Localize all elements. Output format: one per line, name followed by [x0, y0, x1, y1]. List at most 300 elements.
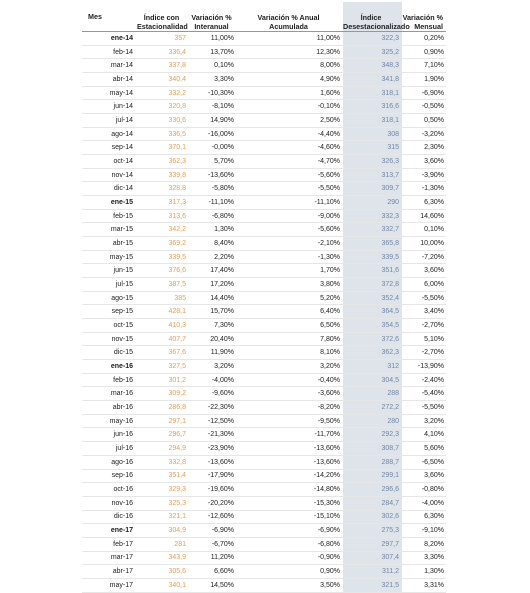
cell-mes[interactable]: jun-16 — [82, 428, 137, 442]
table-row — [82, 346, 446, 360]
cell-variacion-anual-acumulada[interactable]: -6,80% — [237, 537, 343, 551]
cell-mes[interactable]: feb-16 — [82, 373, 137, 387]
cell-variacion-mensual[interactable]: -7,20% — [402, 250, 446, 264]
cell-indice-estacionalidad[interactable]: 329,3 — [137, 483, 189, 497]
cell-mes[interactable]: oct-14 — [82, 155, 137, 169]
table-row — [82, 319, 446, 333]
cell-mes[interactable]: oct-16 — [82, 483, 137, 497]
cell-variacion-mensual[interactable]: -5,50% — [402, 401, 446, 415]
cell-variacion-interanual[interactable]: 17,40% — [189, 264, 237, 278]
cell-variacion-interanual[interactable]: -12,60% — [189, 510, 237, 524]
cell-variacion-interanual[interactable]: 13,70% — [189, 45, 237, 59]
cell-mes[interactable]: mar-15 — [82, 223, 137, 237]
table-row — [82, 414, 446, 428]
cell-mes[interactable]: jul-16 — [82, 442, 137, 456]
cell-indice-desestacionalizado[interactable]: 292,3 — [343, 428, 402, 442]
cell-mes[interactable]: ene-17 — [82, 524, 137, 538]
cell-variacion-mensual[interactable]: -1,30% — [402, 182, 446, 196]
cell-variacion-mensual[interactable]: 5,10% — [402, 332, 446, 346]
cell-indice-desestacionalizado[interactable]: 322,3 — [343, 32, 402, 46]
cell-indice-desestacionalizado[interactable]: 316,6 — [343, 100, 402, 114]
cell-indice-estacionalidad[interactable]: 376,6 — [137, 264, 189, 278]
cell-variacion-interanual[interactable]: -11,10% — [189, 196, 237, 210]
cell-variacion-interanual[interactable]: 11,90% — [189, 346, 237, 360]
cell-variacion-anual-acumulada[interactable]: -11,10% — [237, 196, 343, 210]
cell-variacion-mensual[interactable]: 4,10% — [402, 428, 446, 442]
cell-variacion-mensual[interactable]: 10,00% — [402, 237, 446, 251]
cell-indice-desestacionalizado[interactable]: 302,6 — [343, 510, 402, 524]
cell-indice-desestacionalizado[interactable]: 308,7 — [343, 442, 402, 456]
table-row — [82, 428, 446, 442]
cell-indice-estacionalidad[interactable]: 343,9 — [137, 551, 189, 565]
cell-mes[interactable]: oct-15 — [82, 319, 137, 333]
cell-indice-desestacionalizado[interactable]: 318,1 — [343, 86, 402, 100]
cell-variacion-anual-acumulada[interactable]: -4,40% — [237, 127, 343, 141]
cell-variacion-mensual[interactable]: 7,10% — [402, 59, 446, 73]
cell-indice-estacionalidad[interactable]: 297,1 — [137, 414, 189, 428]
table-row — [82, 73, 446, 87]
table-row — [82, 578, 446, 592]
cell-indice-desestacionalizado[interactable]: 362,3 — [343, 346, 402, 360]
cell-variacion-interanual[interactable]: -16,00% — [189, 127, 237, 141]
cell-indice-estacionalidad[interactable]: 337,8 — [137, 59, 189, 73]
cell-indice-estacionalidad[interactable]: 305,6 — [137, 565, 189, 579]
cell-indice-desestacionalizado[interactable]: 272,2 — [343, 401, 402, 415]
cell-variacion-interanual[interactable]: 3,30% — [189, 73, 237, 87]
cell-variacion-anual-acumulada[interactable]: 3,50% — [237, 578, 343, 592]
cell-variacion-interanual[interactable]: 14,90% — [189, 114, 237, 128]
cell-mes[interactable]: nov-16 — [82, 496, 137, 510]
cell-variacion-anual-acumulada[interactable]: -15,10% — [237, 510, 343, 524]
cell-variacion-anual-acumulada[interactable]: -15,30% — [237, 496, 343, 510]
cell-variacion-interanual[interactable]: -17,90% — [189, 469, 237, 483]
cell-mes[interactable]: dic-15 — [82, 346, 137, 360]
cell-variacion-interanual[interactable]: -10,30% — [189, 86, 237, 100]
cell-variacion-mensual[interactable]: 0,10% — [402, 223, 446, 237]
cell-variacion-interanual[interactable]: -21,30% — [189, 428, 237, 442]
cell-variacion-anual-acumulada[interactable]: 5,20% — [237, 291, 343, 305]
cell-variacion-mensual[interactable]: 3,20% — [402, 414, 446, 428]
cell-variacion-anual-acumulada[interactable]: 1,60% — [237, 86, 343, 100]
cell-mes[interactable]: mar-16 — [82, 387, 137, 401]
table-row — [82, 155, 446, 169]
table-row — [82, 264, 446, 278]
table-row — [82, 45, 446, 59]
table-row — [82, 168, 446, 182]
cell-variacion-mensual[interactable]: -2,70% — [402, 346, 446, 360]
cell-variacion-anual-acumulada[interactable]: -4,70% — [237, 155, 343, 169]
cell-variacion-anual-acumulada[interactable]: -14,20% — [237, 469, 343, 483]
cell-variacion-mensual[interactable]: -5,50% — [402, 291, 446, 305]
cell-indice-estacionalidad[interactable]: 351,4 — [137, 469, 189, 483]
table-row — [82, 373, 446, 387]
cell-indice-desestacionalizado[interactable]: 307,4 — [343, 551, 402, 565]
table-row — [82, 182, 446, 196]
cell-variacion-anual-acumulada[interactable]: -8,20% — [237, 401, 343, 415]
cell-variacion-anual-acumulada[interactable]: -0,90% — [237, 551, 343, 565]
cell-indice-desestacionalizado[interactable]: 313,7 — [343, 168, 402, 182]
cell-variacion-interanual[interactable]: 3,20% — [189, 360, 237, 374]
cell-variacion-anual-acumulada[interactable]: 1,70% — [237, 264, 343, 278]
table-row — [82, 250, 446, 264]
cell-indice-estacionalidad[interactable]: 296,7 — [137, 428, 189, 442]
cell-indice-desestacionalizado[interactable]: 348,3 — [343, 59, 402, 73]
cell-indice-desestacionalizado[interactable]: 364,5 — [343, 305, 402, 319]
cell-mes[interactable]: jun-15 — [82, 264, 137, 278]
cell-mes[interactable]: abr-14 — [82, 73, 137, 87]
cell-variacion-mensual[interactable]: 1,30% — [402, 565, 446, 579]
cell-indice-estacionalidad[interactable]: 321,1 — [137, 510, 189, 524]
cell-indice-estacionalidad[interactable]: 294,9 — [137, 442, 189, 456]
cell-variacion-mensual[interactable]: 0,90% — [402, 45, 446, 59]
table-row — [82, 59, 446, 73]
cell-variacion-interanual[interactable]: 11,00% — [189, 32, 237, 46]
cell-variacion-mensual[interactable]: -13,90% — [402, 360, 446, 374]
cell-indice-estacionalidad[interactable]: 304,9 — [137, 524, 189, 538]
column-header-indice-desestacionalizado[interactable] — [343, 2, 410, 32]
cell-mes[interactable]: may-14 — [82, 86, 137, 100]
cell-indice-desestacionalizado[interactable]: 321,5 — [343, 578, 402, 592]
cell-variacion-interanual[interactable]: -6,70% — [189, 537, 237, 551]
cell-variacion-anual-acumulada[interactable]: 4,90% — [237, 73, 343, 87]
cell-mes[interactable]: may-16 — [82, 414, 137, 428]
cell-variacion-mensual[interactable]: -6,90% — [402, 86, 446, 100]
cell-variacion-mensual[interactable]: 3,40% — [402, 305, 446, 319]
table-row — [82, 223, 446, 237]
cell-mes[interactable]: mar-17 — [82, 551, 137, 565]
cell-variacion-interanual[interactable]: 8,40% — [189, 237, 237, 251]
cell-indice-estacionalidad[interactable]: 313,6 — [137, 209, 189, 223]
index-table — [82, 2, 446, 593]
header-line: Variación % Anual — [257, 13, 320, 22]
cell-mes[interactable]: jun-14 — [82, 100, 137, 114]
cell-variacion-mensual[interactable]: 6,30% — [402, 196, 446, 210]
cell-variacion-mensual[interactable]: 3,60% — [402, 469, 446, 483]
header-line: Índice — [360, 13, 382, 22]
cell-indice-desestacionalizado[interactable]: 297,7 — [343, 537, 402, 551]
cell-variacion-mensual[interactable]: 0,20% — [402, 32, 446, 46]
cell-variacion-mensual[interactable]: 3,60% — [402, 264, 446, 278]
cell-indice-desestacionalizado[interactable]: 311,2 — [343, 565, 402, 579]
cell-variacion-mensual[interactable]: -3,90% — [402, 168, 446, 182]
cell-indice-desestacionalizado[interactable]: 315 — [343, 141, 402, 155]
cell-variacion-interanual[interactable]: 20,40% — [189, 332, 237, 346]
table-row — [82, 291, 446, 305]
cell-mes[interactable]: feb-15 — [82, 209, 137, 223]
cell-mes[interactable]: sep-14 — [82, 141, 137, 155]
cell-indice-desestacionalizado[interactable]: 309,7 — [343, 182, 402, 196]
table-row — [82, 537, 446, 551]
cell-variacion-anual-acumulada[interactable]: -11,70% — [237, 428, 343, 442]
cell-variacion-mensual[interactable]: 6,30% — [402, 510, 446, 524]
cell-variacion-interanual[interactable]: -19,60% — [189, 483, 237, 497]
cell-variacion-mensual[interactable]: 3,60% — [402, 155, 446, 169]
cell-variacion-anual-acumulada[interactable]: -0,40% — [237, 373, 343, 387]
cell-variacion-anual-acumulada[interactable]: 8,10% — [237, 346, 343, 360]
table-row — [82, 483, 446, 497]
cell-mes[interactable]: abr-16 — [82, 401, 137, 415]
cell-indice-estacionalidad[interactable]: 339,8 — [137, 168, 189, 182]
header-line: Variación % — [402, 13, 443, 22]
cell-variacion-interanual[interactable]: -9,60% — [189, 387, 237, 401]
cell-mes[interactable]: jul-15 — [82, 278, 137, 292]
cell-indice-desestacionalizado[interactable]: 318,1 — [343, 114, 402, 128]
cell-variacion-interanual[interactable]: -22,30% — [189, 401, 237, 415]
cell-mes[interactable]: jul-14 — [82, 114, 137, 128]
cell-variacion-mensual[interactable]: 6,00% — [402, 278, 446, 292]
table-row — [82, 141, 446, 155]
cell-variacion-mensual[interactable]: -5,40% — [402, 387, 446, 401]
cell-variacion-anual-acumulada[interactable]: -14,80% — [237, 483, 343, 497]
cell-indice-desestacionalizado[interactable]: 288 — [343, 387, 402, 401]
cell-indice-estacionalidad[interactable]: 332,8 — [137, 455, 189, 469]
column-header-variacion-interanual[interactable] — [189, 2, 237, 32]
cell-variacion-anual-acumulada[interactable]: 0,90% — [237, 565, 343, 579]
cell-variacion-interanual[interactable]: 1,30% — [189, 223, 237, 237]
cell-indice-desestacionalizado[interactable]: 326,3 — [343, 155, 402, 169]
cell-mes[interactable]: abr-15 — [82, 237, 137, 251]
cell-variacion-mensual[interactable]: -0,80% — [402, 483, 446, 497]
cell-variacion-interanual[interactable]: 14,50% — [189, 578, 237, 592]
table-row — [82, 469, 446, 483]
cell-indice-estacionalidad[interactable]: 340,4 — [137, 73, 189, 87]
cell-variacion-anual-acumulada[interactable]: -6,90% — [237, 524, 343, 538]
cell-variacion-interanual[interactable]: 14,40% — [189, 291, 237, 305]
cell-mes[interactable]: sep-15 — [82, 305, 137, 319]
cell-indice-desestacionalizado[interactable]: 288,7 — [343, 455, 402, 469]
cell-mes[interactable]: nov-14 — [82, 168, 137, 182]
cell-variacion-anual-acumulada[interactable]: -1,30% — [237, 250, 343, 264]
cell-variacion-mensual[interactable]: 0,50% — [402, 114, 446, 128]
cell-variacion-interanual[interactable]: 6,60% — [189, 565, 237, 579]
cell-variacion-interanual[interactable]: -12,50% — [189, 414, 237, 428]
table-row — [82, 114, 446, 128]
cell-indice-desestacionalizado[interactable]: 365,8 — [343, 237, 402, 251]
column-header-indice-estacionalidad[interactable] — [137, 2, 189, 32]
cell-variacion-mensual[interactable]: -4,00% — [402, 496, 446, 510]
header-row — [82, 2, 446, 32]
cell-variacion-interanual[interactable]: -23,90% — [189, 442, 237, 456]
cell-variacion-interanual[interactable]: 7,30% — [189, 319, 237, 333]
cell-indice-desestacionalizado[interactable]: 351,6 — [343, 264, 402, 278]
cell-mes[interactable]: ago-15 — [82, 291, 137, 305]
cell-variacion-mensual[interactable]: -2,40% — [402, 373, 446, 387]
cell-variacion-interanual[interactable]: 17,20% — [189, 278, 237, 292]
cell-indice-estacionalidad[interactable]: 301,2 — [137, 373, 189, 387]
cell-indice-estacionalidad[interactable]: 328,8 — [137, 182, 189, 196]
cell-mes[interactable]: mar-14 — [82, 59, 137, 73]
cell-indice-estacionalidad[interactable]: 327,5 — [137, 360, 189, 374]
cell-mes[interactable]: ene-16 — [82, 360, 137, 374]
cell-variacion-mensual[interactable]: -2,70% — [402, 319, 446, 333]
cell-mes[interactable]: feb-14 — [82, 45, 137, 59]
cell-mes[interactable]: nov-15 — [82, 332, 137, 346]
table-row — [82, 401, 446, 415]
column-header-variacion-anual-acumulada[interactable] — [237, 2, 343, 32]
cell-indice-estacionalidad[interactable]: 387,5 — [137, 278, 189, 292]
table-row — [82, 100, 446, 114]
cell-variacion-mensual[interactable]: -6,50% — [402, 455, 446, 469]
cell-indice-estacionalidad[interactable]: 385 — [137, 291, 189, 305]
cell-variacion-anual-acumulada[interactable]: -9,00% — [237, 209, 343, 223]
cell-variacion-mensual[interactable]: 2,30% — [402, 141, 446, 155]
cell-variacion-interanual[interactable]: 15,70% — [189, 305, 237, 319]
cell-variacion-interanual[interactable]: -5,80% — [189, 182, 237, 196]
cell-variacion-interanual[interactable]: -4,00% — [189, 373, 237, 387]
cell-indice-estacionalidad[interactable]: 367,6 — [137, 346, 189, 360]
header-line: Acumulada — [269, 22, 308, 31]
cell-indice-estacionalidad[interactable]: 370,1 — [137, 141, 189, 155]
cell-variacion-anual-acumulada[interactable]: 6,40% — [237, 305, 343, 319]
table-row — [82, 360, 446, 374]
table-row — [82, 510, 446, 524]
cell-indice-desestacionalizado[interactable]: 275,3 — [343, 524, 402, 538]
cell-variacion-anual-acumulada[interactable]: 12,30% — [237, 45, 343, 59]
cell-variacion-interanual[interactable]: -20,20% — [189, 496, 237, 510]
cell-variacion-interanual[interactable]: -6,80% — [189, 209, 237, 223]
cell-variacion-anual-acumulada[interactable]: -5,60% — [237, 223, 343, 237]
cell-variacion-anual-acumulada[interactable]: -4,60% — [237, 141, 343, 155]
cell-variacion-mensual[interactable]: -3,20% — [402, 127, 446, 141]
cell-indice-desestacionalizado[interactable]: 354,5 — [343, 319, 402, 333]
cell-variacion-anual-acumulada[interactable]: -5,60% — [237, 168, 343, 182]
cell-indice-estacionalidad[interactable]: 309,2 — [137, 387, 189, 401]
cell-variacion-anual-acumulada[interactable]: 6,50% — [237, 319, 343, 333]
cell-variacion-mensual[interactable]: 5,60% — [402, 442, 446, 456]
cell-indice-desestacionalizado[interactable]: 280 — [343, 414, 402, 428]
cell-variacion-interanual[interactable]: 2,20% — [189, 250, 237, 264]
header-line: Interanual — [194, 22, 229, 31]
cell-variacion-mensual[interactable]: 14,60% — [402, 209, 446, 223]
cell-indice-desestacionalizado[interactable]: 304,5 — [343, 373, 402, 387]
cell-indice-estacionalidad[interactable]: 428,1 — [137, 305, 189, 319]
cell-indice-estacionalidad[interactable]: 357 — [137, 32, 189, 46]
cell-indice-desestacionalizado[interactable]: 339,5 — [343, 250, 402, 264]
table-row — [82, 127, 446, 141]
column-header-mes-label: Mes — [88, 12, 102, 21]
table-row — [82, 196, 446, 210]
cell-indice-estacionalidad[interactable]: 325,3 — [137, 496, 189, 510]
cell-indice-desestacionalizado[interactable]: 332,7 — [343, 223, 402, 237]
cell-indice-estacionalidad[interactable]: 281 — [137, 537, 189, 551]
cell-indice-desestacionalizado[interactable]: 352,4 — [343, 291, 402, 305]
cell-variacion-mensual[interactable]: 3,30% — [402, 551, 446, 565]
header-line: Estacionalidad — [137, 22, 188, 31]
cell-mes[interactable]: ene-14 — [82, 32, 137, 46]
column-header-mes[interactable] — [82, 2, 137, 32]
cell-indice-estacionalidad[interactable]: 362,3 — [137, 155, 189, 169]
cell-variacion-mensual[interactable]: 3,31% — [402, 578, 446, 592]
cell-variacion-interanual[interactable]: -6,90% — [189, 524, 237, 538]
cell-variacion-interanual[interactable]: -0,00% — [189, 141, 237, 155]
cell-indice-estacionalidad[interactable]: 339,5 — [137, 250, 189, 264]
cell-indice-estacionalidad[interactable]: 286,8 — [137, 401, 189, 415]
cell-variacion-anual-acumulada[interactable]: 11,00% — [237, 32, 343, 46]
cell-indice-desestacionalizado[interactable]: 312 — [343, 360, 402, 374]
cell-variacion-anual-acumulada[interactable]: -0,10% — [237, 100, 343, 114]
cell-variacion-interanual[interactable]: -13,60% — [189, 168, 237, 182]
cell-indice-desestacionalizado[interactable]: 372,6 — [343, 332, 402, 346]
cell-variacion-interanual[interactable]: 11,20% — [189, 551, 237, 565]
header-line: Índice con — [143, 13, 180, 22]
cell-indice-desestacionalizado[interactable]: 332,3 — [343, 209, 402, 223]
cell-mes[interactable]: may-17 — [82, 578, 137, 592]
cell-variacion-interanual[interactable]: 0,10% — [189, 59, 237, 73]
cell-mes[interactable]: dic-16 — [82, 510, 137, 524]
cell-indice-desestacionalizado[interactable]: 308 — [343, 127, 402, 141]
cell-mes[interactable]: ene-15 — [82, 196, 137, 210]
cell-indice-estacionalidad[interactable]: 336,5 — [137, 127, 189, 141]
cell-variacion-anual-acumulada[interactable]: 2,50% — [237, 114, 343, 128]
cell-mes[interactable]: feb-17 — [82, 537, 137, 551]
cell-indice-estacionalidad[interactable]: 410,3 — [137, 319, 189, 333]
cell-variacion-anual-acumulada[interactable]: 7,80% — [237, 332, 343, 346]
cell-mes[interactable]: abr-17 — [82, 565, 137, 579]
cell-variacion-anual-acumulada[interactable]: -2,10% — [237, 237, 343, 251]
cell-variacion-anual-acumulada[interactable]: -13,60% — [237, 455, 343, 469]
cell-indice-desestacionalizado[interactable]: 325,2 — [343, 45, 402, 59]
cell-variacion-interanual[interactable]: 5,70% — [189, 155, 237, 169]
cell-indice-estacionalidad[interactable]: 336,4 — [137, 45, 189, 59]
cell-variacion-mensual[interactable]: 8,20% — [402, 537, 446, 551]
table-row — [82, 237, 446, 251]
table-row — [82, 278, 446, 292]
cell-mes[interactable]: sep-16 — [82, 469, 137, 483]
cell-variacion-anual-acumulada[interactable]: 3,80% — [237, 278, 343, 292]
cell-indice-estacionalidad[interactable]: 340,1 — [137, 578, 189, 592]
cell-mes[interactable]: may-15 — [82, 250, 137, 264]
cell-indice-desestacionalizado[interactable]: 284,7 — [343, 496, 402, 510]
header-line: Mensual — [414, 22, 443, 31]
cell-mes[interactable]: dic-14 — [82, 182, 137, 196]
cell-indice-estacionalidad[interactable]: 317,3 — [137, 196, 189, 210]
cell-indice-estacionalidad[interactable]: 330,6 — [137, 114, 189, 128]
cell-variacion-anual-acumulada[interactable]: 8,00% — [237, 59, 343, 73]
cell-indice-desestacionalizado[interactable]: 296,6 — [343, 483, 402, 497]
cell-variacion-anual-acumulada[interactable]: -9,50% — [237, 414, 343, 428]
cell-variacion-anual-acumulada[interactable]: -5,50% — [237, 182, 343, 196]
data-sheet — [82, 2, 446, 593]
cell-indice-desestacionalizado[interactable]: 372,8 — [343, 278, 402, 292]
header-line: Desestacionalizado — [343, 22, 410, 31]
table-row — [82, 496, 446, 510]
cell-indice-desestacionalizado[interactable]: 299,1 — [343, 469, 402, 483]
table-row — [82, 565, 446, 579]
cell-variacion-interanual[interactable]: -13,60% — [189, 455, 237, 469]
cell-variacion-anual-acumulada[interactable]: -13,60% — [237, 442, 343, 456]
cell-indice-desestacionalizado[interactable]: 290 — [343, 196, 402, 210]
table-row — [82, 387, 446, 401]
cell-indice-estacionalidad[interactable]: 369,2 — [137, 237, 189, 251]
table-row — [82, 524, 446, 538]
cell-variacion-interanual[interactable]: -8,10% — [189, 100, 237, 114]
cell-indice-estacionalidad[interactable]: 320,8 — [137, 100, 189, 114]
cell-variacion-mensual[interactable]: -9,10% — [402, 524, 446, 538]
cell-variacion-anual-acumulada[interactable]: 3,20% — [237, 360, 343, 374]
table-row — [82, 86, 446, 100]
cell-indice-estacionalidad[interactable]: 342,2 — [137, 223, 189, 237]
cell-variacion-anual-acumulada[interactable]: -3,60% — [237, 387, 343, 401]
cell-indice-estacionalidad[interactable]: 332,2 — [137, 86, 189, 100]
cell-variacion-mensual[interactable]: -0,50% — [402, 100, 446, 114]
header-line: Variación % — [191, 13, 232, 22]
cell-variacion-mensual[interactable]: 1,90% — [402, 73, 446, 87]
cell-mes[interactable]: ago-14 — [82, 127, 137, 141]
cell-mes[interactable]: ago-16 — [82, 455, 137, 469]
cell-indice-desestacionalizado[interactable]: 341,8 — [343, 73, 402, 87]
cell-indice-estacionalidad[interactable]: 407,7 — [137, 332, 189, 346]
table-row — [82, 305, 446, 319]
